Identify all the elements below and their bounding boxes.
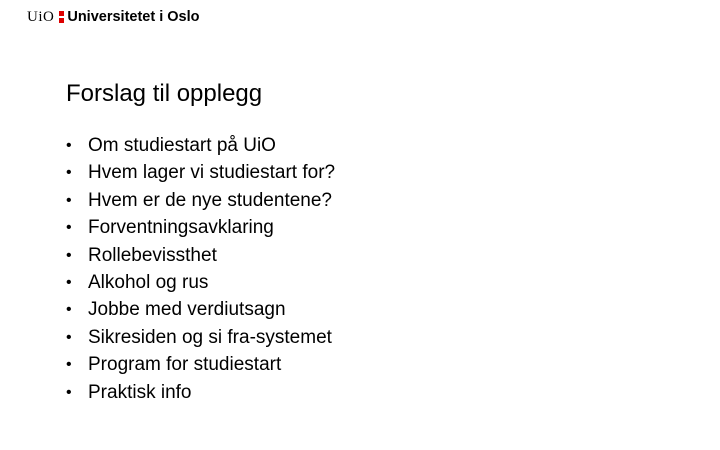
agenda-list — [66, 132, 335, 406]
list-item — [66, 351, 335, 378]
list-item — [66, 269, 335, 296]
bullet-icon: • — [66, 164, 72, 182]
list-item — [66, 187, 335, 214]
list-item — [66, 132, 335, 159]
bullet-icon: • — [66, 383, 72, 401]
list-item-label: Rollebevissthet — [88, 244, 217, 266]
list-item — [66, 324, 335, 351]
list-item — [66, 379, 335, 406]
bullet-icon: • — [66, 246, 72, 264]
logo-red-squares-icon — [59, 10, 64, 24]
logo-mark: UiO — [27, 8, 55, 25]
list-item — [66, 214, 335, 241]
list-item-label: Jobbe med verdiutsagn — [88, 299, 286, 321]
list-item-label: Hvem er de nye studentene? — [88, 189, 332, 211]
bullet-icon: • — [66, 273, 72, 291]
list-item-label: Praktisk info — [88, 381, 192, 403]
bullet-icon: • — [66, 137, 72, 154]
list-item — [66, 159, 335, 186]
list-item-label: Forventningsavklaring — [88, 217, 274, 239]
slide-title: Forslag til opplegg — [66, 80, 263, 107]
institution-name: Universitetet i Oslo — [67, 9, 200, 25]
bullet-icon: • — [66, 328, 72, 346]
list-item-label: Program for studiestart — [88, 354, 282, 376]
bullet-icon: • — [66, 219, 72, 237]
bullet-icon: • — [66, 301, 72, 319]
list-item-label: Alkohol og rus — [88, 271, 209, 293]
uio-logo — [27, 8, 200, 26]
bullet-icon: • — [66, 191, 72, 209]
list-item — [66, 242, 335, 269]
list-item-label: Om studiestart på UiO — [88, 135, 276, 156]
list-item-label: Sikresiden og si fra-systemet — [88, 326, 332, 348]
bullet-icon: • — [66, 356, 72, 374]
list-item — [66, 296, 335, 323]
list-item-label: Hvem lager vi studiestart for? — [88, 162, 336, 184]
